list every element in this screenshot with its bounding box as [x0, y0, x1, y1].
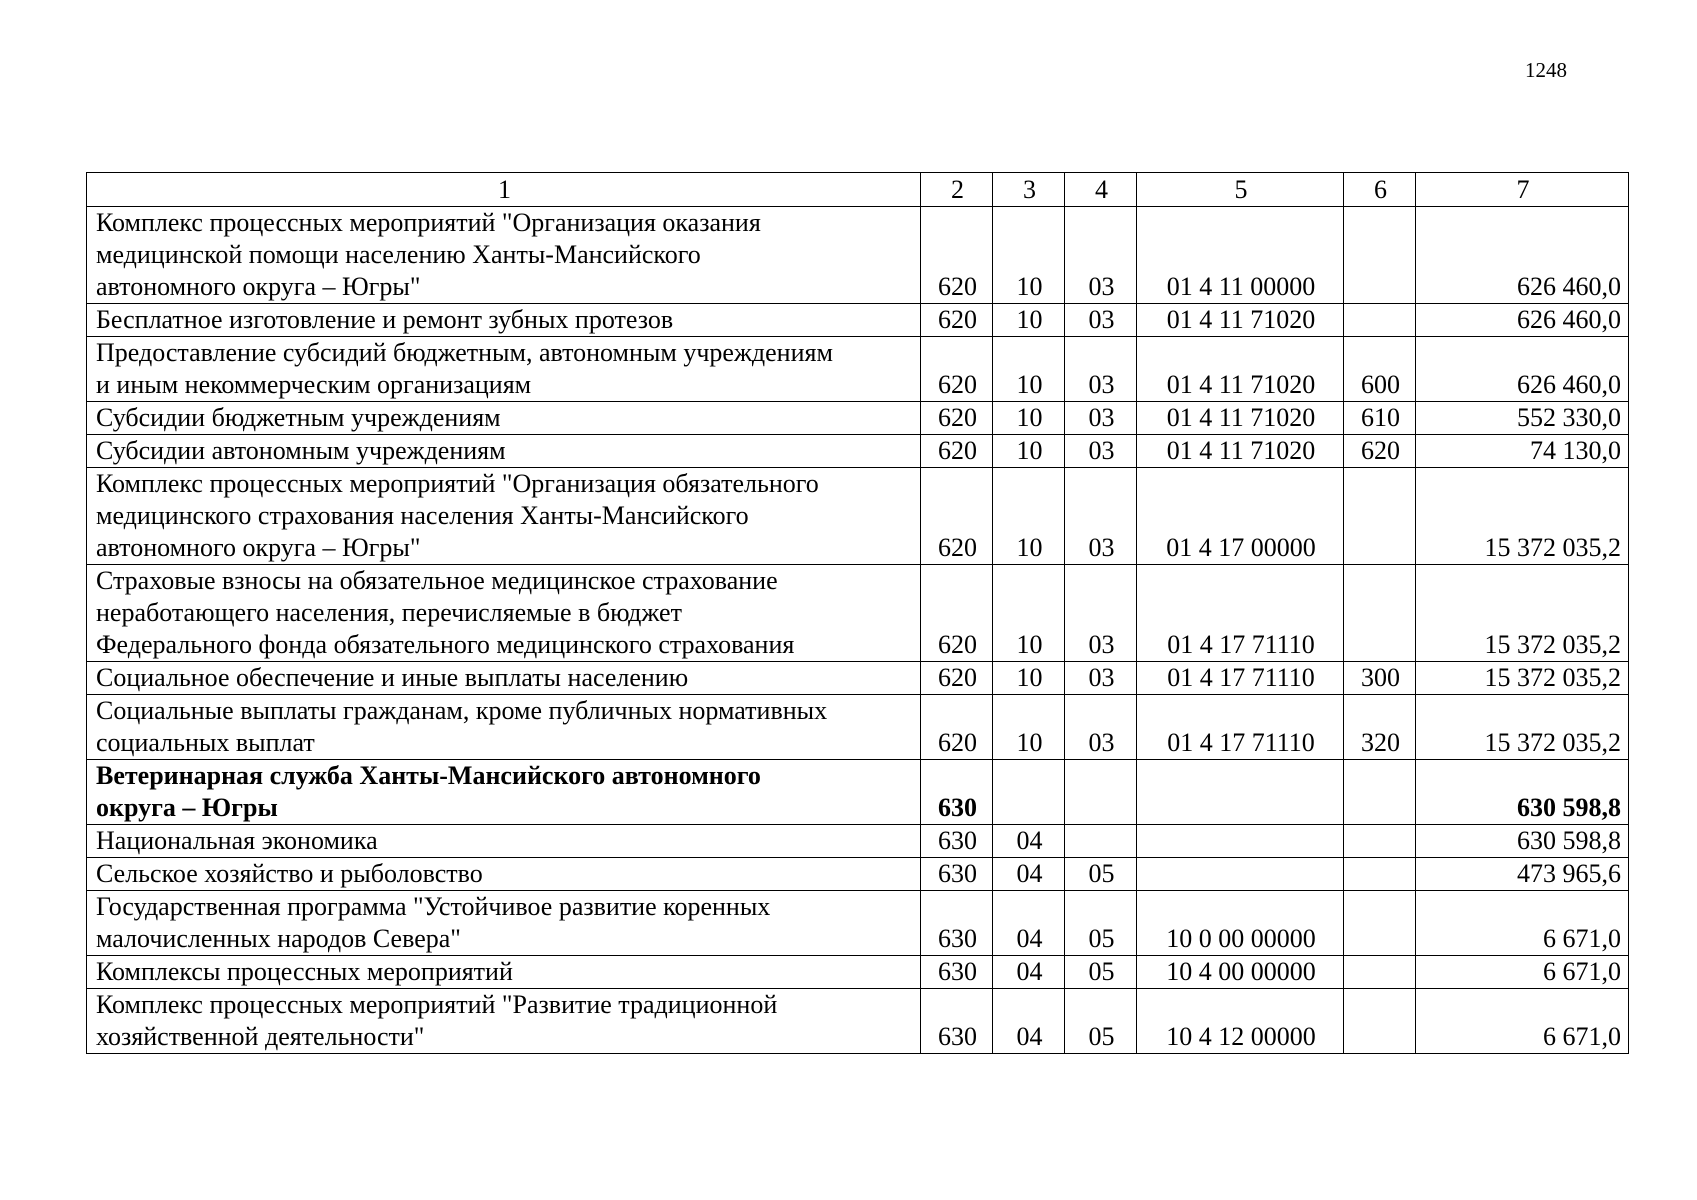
target-article-code: 01 4 17 71110 [1137, 662, 1344, 695]
target-article-code [1137, 760, 1344, 825]
ministry-code: 620 [921, 468, 993, 565]
amount: 552 330,0 [1416, 402, 1629, 435]
section-code: 10 [993, 695, 1065, 760]
row-name: Социальное обеспечение и иные выплаты населению [87, 662, 921, 695]
subsection-code: 03 [1065, 695, 1137, 760]
ministry-code: 630 [921, 956, 993, 989]
table-row [87, 760, 1629, 825]
column-header: 4 [1065, 173, 1137, 207]
section-code: 04 [993, 989, 1065, 1054]
section-code: 10 [993, 402, 1065, 435]
amount: 74 130,0 [1416, 435, 1629, 468]
table-row [87, 891, 1629, 956]
row-name: Субсидии автономным учреждениям [87, 435, 921, 468]
expense-type-code [1344, 468, 1416, 565]
target-article-code: 10 0 00 00000 [1137, 891, 1344, 956]
header-row [87, 173, 1629, 207]
amount: 626 460,0 [1416, 337, 1629, 402]
section-code: 10 [993, 468, 1065, 565]
amount: 15 372 035,2 [1416, 565, 1629, 662]
row-name: Комплекс процессных мероприятий "Развитие традиционной хозяйственной деятельности" [87, 989, 921, 1054]
section-code: 10 [993, 435, 1065, 468]
row-name: Комплекс процессных мероприятий "Организация обязательного медицинского страхования населения Ханты-Мансийского автономного округа – Югры" [87, 468, 921, 565]
section-code: 10 [993, 662, 1065, 695]
target-article-code [1137, 825, 1344, 858]
section-code: 10 [993, 565, 1065, 662]
target-article-code: 10 4 00 00000 [1137, 956, 1344, 989]
subsection-code: 03 [1065, 435, 1137, 468]
ministry-code: 620 [921, 337, 993, 402]
section-code [993, 760, 1065, 825]
target-article-code: 01 4 17 71110 [1137, 565, 1344, 662]
amount: 626 460,0 [1416, 207, 1629, 304]
target-article-code [1137, 858, 1344, 891]
row-name: Национальная экономика [87, 825, 921, 858]
target-article-code: 01 4 11 71020 [1137, 435, 1344, 468]
subsection-code: 03 [1065, 402, 1137, 435]
table-row [87, 402, 1629, 435]
subsection-code: 03 [1065, 337, 1137, 402]
amount: 630 598,8 [1416, 825, 1629, 858]
table-row [87, 662, 1629, 695]
ministry-code: 630 [921, 858, 993, 891]
ministry-code: 620 [921, 565, 993, 662]
row-name: Социальные выплаты гражданам, кроме публичных нормативных социальных выплат [87, 695, 921, 760]
target-article-code: 01 4 17 71110 [1137, 695, 1344, 760]
section-code: 10 [993, 207, 1065, 304]
expense-type-code [1344, 891, 1416, 956]
table-row [87, 337, 1629, 402]
section-code: 04 [993, 858, 1065, 891]
expense-type-code [1344, 858, 1416, 891]
ministry-code: 620 [921, 662, 993, 695]
ministry-code: 620 [921, 304, 993, 337]
expense-type-code [1344, 565, 1416, 662]
row-name: Комплекс процессных мероприятий "Организация оказания медицинской помощи населению Ханты-Мансийского автономного округа – Югры" [87, 207, 921, 304]
ministry-code: 620 [921, 695, 993, 760]
column-header: 3 [993, 173, 1065, 207]
ministry-code: 620 [921, 402, 993, 435]
expense-type-code: 620 [1344, 435, 1416, 468]
table-row [87, 956, 1629, 989]
amount: 15 372 035,2 [1416, 662, 1629, 695]
table-row [87, 825, 1629, 858]
table-row [87, 858, 1629, 891]
subsection-code: 05 [1065, 891, 1137, 956]
amount: 6 671,0 [1416, 989, 1629, 1054]
ministry-code: 630 [921, 989, 993, 1054]
section-code: 10 [993, 337, 1065, 402]
column-header: 2 [921, 173, 993, 207]
target-article-code: 10 4 12 00000 [1137, 989, 1344, 1054]
expense-type-code [1344, 956, 1416, 989]
table-row [87, 304, 1629, 337]
expense-type-code [1344, 989, 1416, 1054]
row-name: Бесплатное изготовление и ремонт зубных протезов [87, 304, 921, 337]
expense-type-code: 320 [1344, 695, 1416, 760]
target-article-code: 01 4 11 00000 [1137, 207, 1344, 304]
expense-type-code: 600 [1344, 337, 1416, 402]
expense-type-code [1344, 207, 1416, 304]
section-code: 04 [993, 825, 1065, 858]
table-row [87, 989, 1629, 1054]
budget-table [86, 172, 1629, 1054]
amount: 15 372 035,2 [1416, 695, 1629, 760]
row-name: Государственная программа "Устойчивое развитие коренных малочисленных народов Севера" [87, 891, 921, 956]
row-name: Ветеринарная служба Ханты-Мансийского автономного округа – Югры [87, 760, 921, 825]
row-name: Субсидии бюджетным учреждениям [87, 402, 921, 435]
expense-type-code: 300 [1344, 662, 1416, 695]
column-header: 1 [87, 173, 921, 207]
column-header: 7 [1416, 173, 1629, 207]
table-row [87, 207, 1629, 304]
amount: 630 598,8 [1416, 760, 1629, 825]
subsection-code: 05 [1065, 956, 1137, 989]
subsection-code: 03 [1065, 207, 1137, 304]
row-name: Предоставление субсидий бюджетным, автономным учреждениям и иным некоммерческим организациям [87, 337, 921, 402]
row-name: Комплексы процессных мероприятий [87, 956, 921, 989]
row-name: Сельское хозяйство и рыболовство [87, 858, 921, 891]
table-row [87, 468, 1629, 565]
row-name: Страховые взносы на обязательное медицинское страхование неработающего населения, перечисляемые в бюджет Федерального фонда обязательного медицинского страхования [87, 565, 921, 662]
amount: 626 460,0 [1416, 304, 1629, 337]
expense-type-code [1344, 304, 1416, 337]
target-article-code: 01 4 17 00000 [1137, 468, 1344, 565]
subsection-code: 05 [1065, 858, 1137, 891]
ministry-code: 630 [921, 891, 993, 956]
amount: 473 965,6 [1416, 858, 1629, 891]
ministry-code: 630 [921, 760, 993, 825]
section-code: 10 [993, 304, 1065, 337]
ministry-code: 620 [921, 207, 993, 304]
target-article-code: 01 4 11 71020 [1137, 402, 1344, 435]
table-row [87, 435, 1629, 468]
subsection-code: 03 [1065, 662, 1137, 695]
amount: 15 372 035,2 [1416, 468, 1629, 565]
subsection-code: 03 [1065, 304, 1137, 337]
amount: 6 671,0 [1416, 891, 1629, 956]
page-number: 1248 [1525, 58, 1567, 82]
expense-type-code: 610 [1344, 402, 1416, 435]
subsection-code [1065, 825, 1137, 858]
subsection-code: 05 [1065, 989, 1137, 1054]
ministry-code: 620 [921, 435, 993, 468]
column-header: 5 [1137, 173, 1344, 207]
expense-type-code [1344, 825, 1416, 858]
target-article-code: 01 4 11 71020 [1137, 337, 1344, 402]
column-header: 6 [1344, 173, 1416, 207]
target-article-code: 01 4 11 71020 [1137, 304, 1344, 337]
section-code: 04 [993, 956, 1065, 989]
subsection-code [1065, 760, 1137, 825]
expense-type-code [1344, 760, 1416, 825]
amount: 6 671,0 [1416, 956, 1629, 989]
section-code: 04 [993, 891, 1065, 956]
table-row [87, 565, 1629, 662]
subsection-code: 03 [1065, 565, 1137, 662]
table-row [87, 695, 1629, 760]
subsection-code: 03 [1065, 468, 1137, 565]
ministry-code: 630 [921, 825, 993, 858]
table-body [87, 207, 1629, 1054]
